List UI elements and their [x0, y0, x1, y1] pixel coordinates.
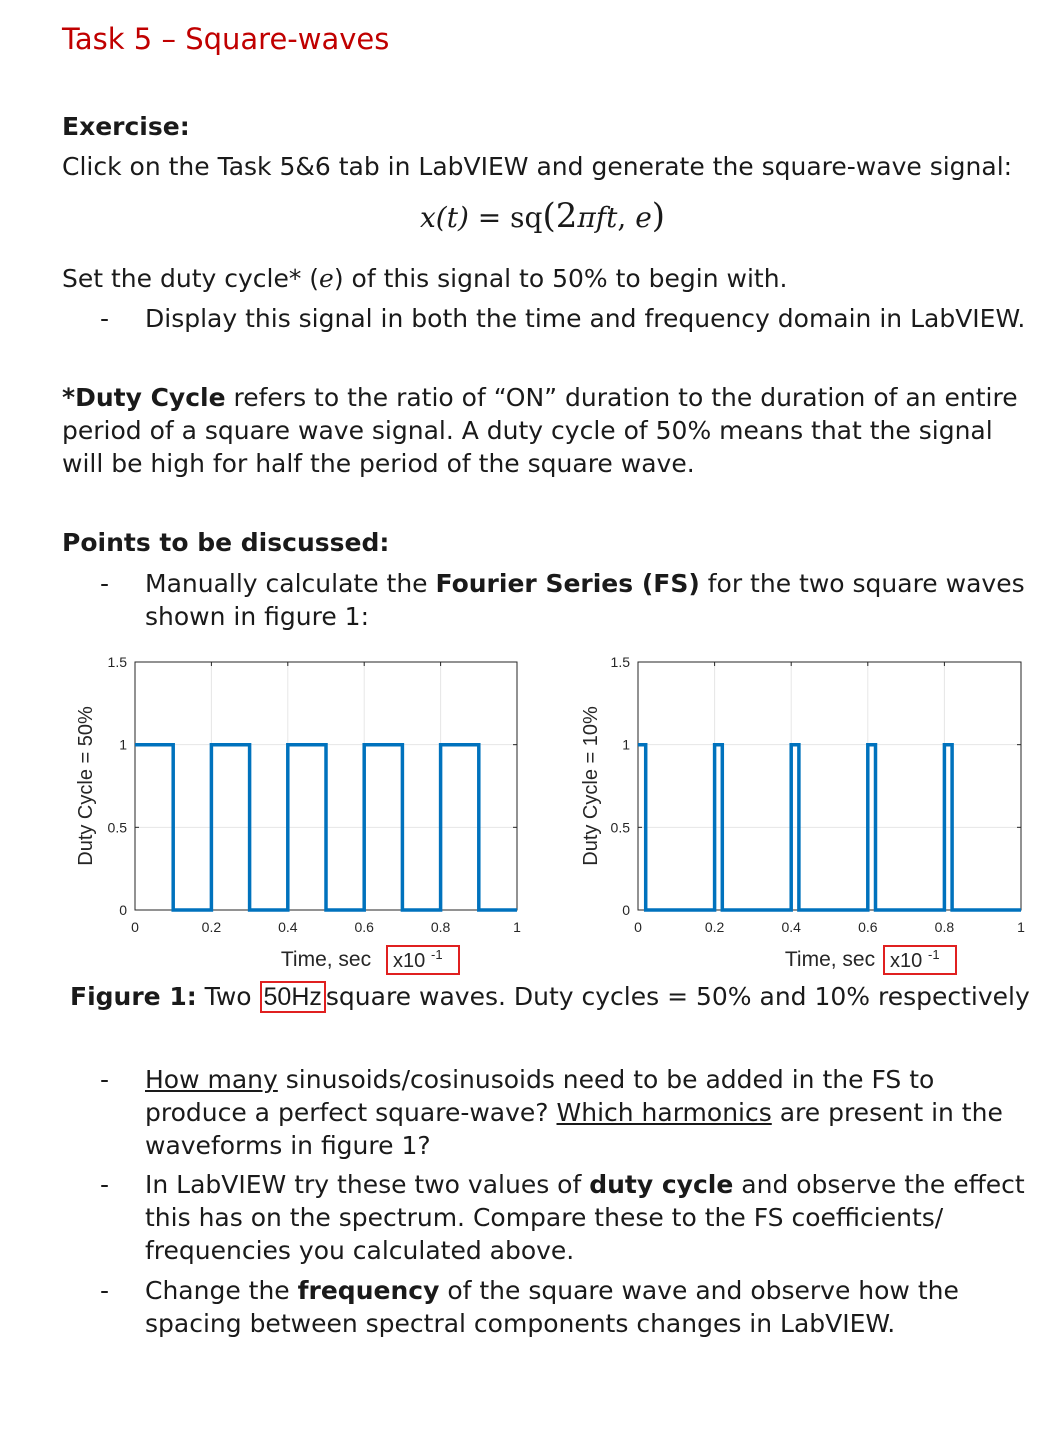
y-tick-label: 1: [119, 736, 127, 753]
q3-bold: frequency: [297, 1276, 440, 1305]
bullet-dash: -: [100, 1065, 110, 1094]
x-tick-label: 0.4: [278, 919, 298, 935]
x-tick-label: 1: [513, 919, 521, 935]
x-scale-exponent: -1: [928, 947, 940, 962]
x-tick-label: 0: [634, 919, 642, 935]
q1-post: are present in the waveforms in figure 1?: [145, 1098, 1003, 1160]
y-axis-label: Duty Cycle = 10%: [580, 706, 602, 866]
item1-bold: Fourier Series (FS): [435, 569, 700, 598]
points-item-1: [145, 567, 1025, 633]
x-tick-label: 0.8: [430, 919, 451, 935]
y-tick-label: 0: [622, 902, 630, 918]
q1-underline-2: Which harmonics: [556, 1098, 772, 1127]
bullet-dash: -: [100, 1170, 110, 1199]
duty-cycle-note: [62, 381, 1022, 480]
q3-pre: Change the: [145, 1276, 298, 1305]
formula-pi: π: [577, 201, 596, 234]
set-duty-var: e: [319, 264, 334, 293]
y-tick-label: 1.5: [107, 654, 127, 670]
question-3: [145, 1274, 995, 1340]
y-tick-label: 1: [622, 736, 630, 753]
exercise-intro: Click on the Task 5&6 tab in LabVIEW and generate the square-wave signal:: [62, 152, 1013, 181]
caption-post: square waves. Duty cycles = 50% and 10% respectively: [325, 982, 1030, 1011]
set-duty-post: ) of this signal to 50% to begin with.: [333, 264, 788, 293]
x-tick-label: 0: [131, 919, 139, 935]
x-axis-label: Time, sec: [280, 948, 372, 971]
y-axis-label: Duty Cycle = 50%: [75, 706, 97, 866]
x-scale-label: x10: [890, 950, 923, 972]
bullet-dash: -: [100, 569, 110, 598]
formula-ft: ft: [595, 201, 618, 234]
y-tick-label: 1.5: [610, 654, 630, 670]
figure-1: [0, 640, 1060, 980]
q3-post: of the square wave and observe how the spacing between spectral components changes in LabVIEW.: [145, 1276, 959, 1338]
formula-close: ): [651, 196, 666, 236]
y-tick-label: 0.5: [610, 819, 630, 836]
formula-eq: = sq: [468, 201, 543, 234]
question-2: [145, 1168, 1025, 1267]
x-tick-label: 0.4: [781, 919, 801, 935]
x-tick-label: 0.8: [934, 919, 955, 935]
set-duty-line: [62, 262, 788, 295]
bullet-dash: -: [100, 1276, 110, 1305]
x-tick-label: 0.6: [858, 919, 878, 935]
bullet-dash: -: [100, 304, 110, 333]
item1-post: for the two square waves shown in figure 1:: [145, 569, 1025, 631]
q1-underline-1: How many: [145, 1065, 278, 1094]
q2-bold: duty cycle: [589, 1170, 734, 1199]
x-tick-label: 1: [1017, 919, 1025, 935]
page-title: Task 5 – Square-waves: [62, 22, 390, 56]
q2-post: and observe the effect this has on the spectrum. Compare these to the FS coefficients/ frequencies you calculated above.: [145, 1170, 1025, 1265]
item1-pre: Manually calculate the: [145, 569, 436, 598]
formula: [420, 196, 665, 236]
question-1: [145, 1063, 1015, 1162]
set-duty-pre: Set the duty cycle* (: [62, 264, 320, 293]
y-tick-label: 0.5: [107, 819, 127, 836]
chart-duty-50: [75, 654, 521, 974]
x-tick-label: 0.2: [704, 919, 725, 935]
x-axis-label: Time, sec: [784, 948, 876, 971]
exercise-heading: Exercise:: [62, 112, 190, 141]
chart-duty-10: [580, 654, 1025, 974]
points-heading: Points to be discussed:: [62, 528, 390, 557]
caption-pre: Two: [196, 982, 260, 1011]
x-scale-label: x10: [393, 950, 426, 972]
y-tick-label: 0: [119, 902, 127, 918]
x-tick-label: 0.2: [201, 919, 222, 935]
caption-frequency-box: 50Hz: [260, 981, 326, 1013]
figure-caption: [70, 982, 1030, 1012]
x-scale-exponent: -1: [431, 947, 443, 962]
note-term: *Duty Cycle: [62, 383, 226, 412]
q1-mid: sinusoids/cosinusoids need to be added in the FS to produce a perfect square-wave?: [145, 1065, 935, 1127]
formula-sep: ,: [617, 201, 636, 234]
plot-frame: [638, 662, 1021, 910]
formula-lhs: x(t): [420, 201, 469, 234]
formula-open: (2: [542, 196, 578, 236]
x-tick-label: 0.6: [354, 919, 374, 935]
formula-e: e: [635, 201, 652, 234]
exercise-bullet: Display this signal in both the time and frequency domain in LabVIEW.: [145, 304, 1026, 333]
q2-pre: In LabVIEW try these two values of: [145, 1170, 590, 1199]
note-text: refers to the ratio of “ON” duration to the duration of an entire period of a square wave signal. A duty cycle of 50% means that the signal will be high for half the period of the square wave.: [62, 383, 1018, 478]
caption-bold: Figure 1:: [70, 982, 197, 1011]
